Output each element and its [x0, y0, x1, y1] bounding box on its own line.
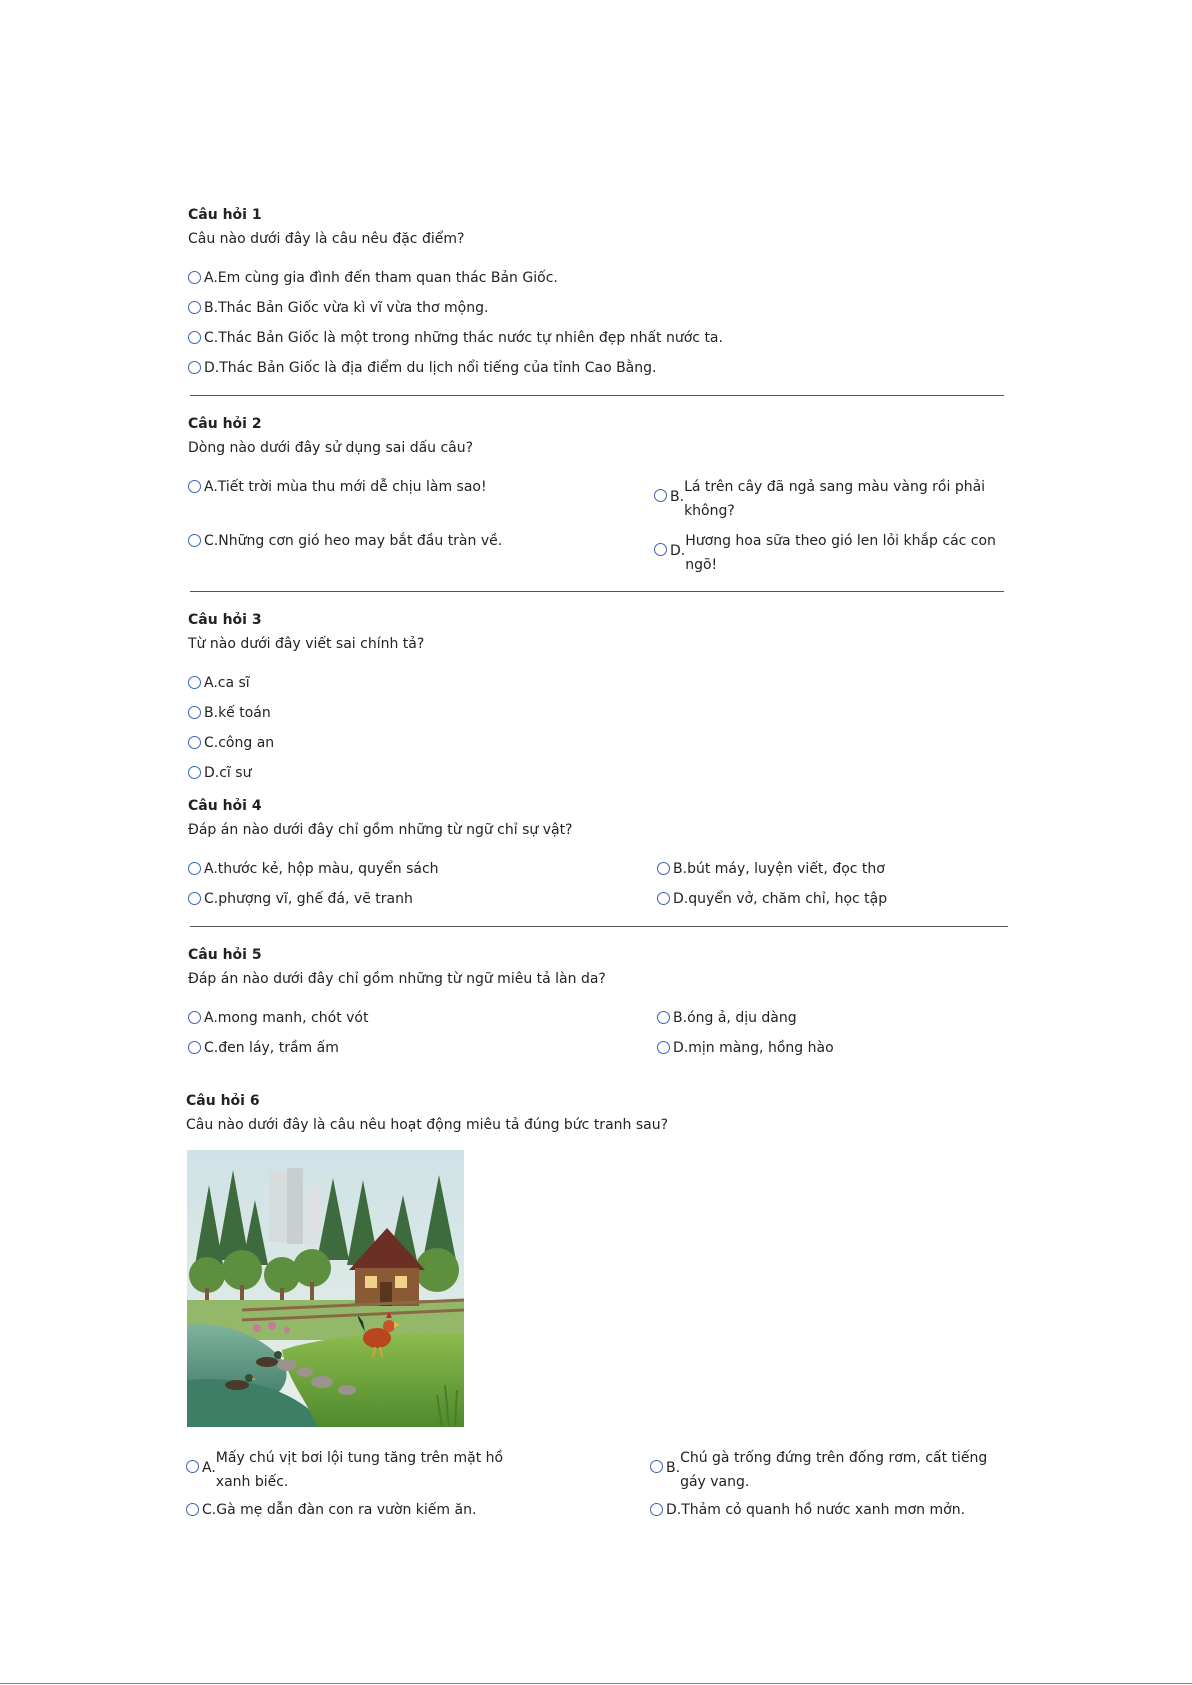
option-d[interactable]: D. quyển vở, chăm chỉ, học tập [657, 887, 887, 911]
option-d[interactable]: D. Hương hoa sữa theo gió len lỏi khắp các con ngõ! [654, 529, 996, 577]
option-text: Tiết trời mùa thu mới dễ chịu làm sao! [217, 479, 487, 495]
option-a[interactable]: A. mong manh, chót vót [188, 1006, 368, 1030]
radio-button[interactable] [188, 1041, 201, 1054]
question-text: Đáp án nào dưới đây chỉ gồm những từ ngữ chỉ sự vật? [188, 822, 573, 838]
radio-button[interactable] [188, 862, 201, 875]
radio-button[interactable] [188, 892, 201, 905]
option-d[interactable]: D. Thảm cỏ quanh hồ nước xanh mơn mởn. [650, 1498, 965, 1522]
question-title: Câu hỏi 1 [188, 207, 262, 223]
lakeside-scene-image [187, 1150, 464, 1427]
option-b[interactable]: B. óng ả, dịu dàng [657, 1006, 797, 1030]
radio-button[interactable] [186, 1460, 199, 1473]
separator [190, 395, 1004, 396]
option-text: bút máy, luyện viết, đọc thơ [687, 861, 885, 877]
question-6 [186, 1091, 1006, 1135]
option-text: Gà mẹ dẫn đàn con ra vườn kiếm ăn. [216, 1502, 477, 1518]
question-2 [188, 414, 1008, 458]
question-3 [188, 610, 1008, 654]
option-d[interactable]: D. Thác Bản Giốc là địa điểm du lịch nổi tiếng của tỉnh Cao Bằng. [188, 356, 656, 380]
question-title: Câu hỏi 3 [188, 612, 262, 628]
option-text: thước kẻ, hộp màu, quyển sách [217, 861, 439, 877]
option-text: mong manh, chót vót [217, 1010, 369, 1026]
option-b[interactable]: B. kế toán [188, 701, 271, 725]
option-text: đen láy, trầm ấm [218, 1040, 339, 1056]
question-title: Câu hỏi 4 [188, 798, 262, 814]
option-b[interactable]: B. bút máy, luyện viết, đọc thơ [657, 857, 885, 881]
option-text: ca sĩ [217, 675, 250, 691]
question-text: Câu nào dưới đây là câu nêu đặc điểm? [188, 231, 465, 247]
radio-button[interactable] [654, 543, 667, 556]
option-text: mịn màng, hồng hào [688, 1040, 834, 1056]
radio-button[interactable] [186, 1503, 199, 1516]
option-d[interactable]: D. mịn màng, hồng hào [657, 1036, 834, 1060]
question-title: Câu hỏi 5 [188, 947, 262, 963]
option-b[interactable]: B. Thác Bản Giốc vừa kì vĩ vừa thơ mộng. [188, 296, 488, 320]
option-c[interactable]: C. Những cơn gió heo may bắt đầu tràn về. [188, 529, 502, 553]
option-text: kế toán [218, 705, 271, 721]
question-4 [188, 796, 1008, 840]
radio-button[interactable] [188, 534, 201, 547]
option-text: Thác Bản Giốc vừa kì vĩ vừa thơ mộng. [218, 300, 489, 316]
option-text: Hương hoa sữa theo gió len lỏi khắp các con ngõ! [685, 533, 996, 573]
option-c[interactable]: C. phượng vĩ, ghế đá, vẽ tranh [188, 887, 413, 911]
question-1 [188, 205, 1008, 249]
radio-button[interactable] [188, 301, 201, 314]
question-text: Đáp án nào dưới đây chỉ gồm những từ ngữ miêu tả làn da? [188, 971, 606, 987]
option-a[interactable]: A. Mấy chú vịt bơi lội tung tăng trên mặt hồ xanh biếc. [186, 1446, 503, 1494]
option-a[interactable]: A. Tiết trời mùa thu mới dễ chịu làm sao! [188, 475, 487, 499]
separator [190, 926, 1008, 927]
option-text: cĩ sư [219, 765, 252, 781]
option-text: quyển vở, chăm chỉ, học tập [688, 891, 888, 907]
option-text: công an [218, 735, 275, 751]
option-text: Thác Bản Giốc là địa điểm du lịch nổi tiếng của tỉnh Cao Bằng. [219, 360, 657, 376]
option-text: Chú gà trống đứng trên đống rơm, cất tiếng gáy vang. [680, 1450, 988, 1490]
radio-button[interactable] [188, 1011, 201, 1024]
option-c[interactable]: C. Thác Bản Giốc là một trong những thác nước tự nhiên đẹp nhất nước ta. [188, 326, 723, 350]
radio-button[interactable] [188, 271, 201, 284]
option-b[interactable]: B. Lá trên cây đã ngả sang màu vàng rồi phải không? [654, 475, 985, 523]
radio-button[interactable] [188, 480, 201, 493]
option-a[interactable]: A. thước kẻ, hộp màu, quyển sách [188, 857, 439, 881]
option-a[interactable]: A. ca sĩ [188, 671, 250, 695]
option-text: phượng vĩ, ghế đá, vẽ tranh [218, 891, 413, 907]
option-text: Em cùng gia đình đến tham quan thác Bản Giốc. [217, 270, 558, 286]
question-title: Câu hỏi 6 [186, 1093, 260, 1109]
radio-button[interactable] [188, 766, 201, 779]
radio-button[interactable] [657, 892, 670, 905]
radio-button[interactable] [188, 331, 201, 344]
option-text: Những cơn gió heo may bắt đầu tràn về. [218, 533, 503, 549]
radio-button[interactable] [188, 706, 201, 719]
radio-button[interactable] [657, 862, 670, 875]
option-c[interactable]: C. đen láy, trầm ấm [188, 1036, 339, 1060]
option-text: Thảm cỏ quanh hồ nước xanh mơn mởn. [681, 1502, 966, 1518]
option-text: Lá trên cây đã ngả sang màu vàng rồi phải không? [684, 479, 986, 519]
radio-button[interactable] [654, 489, 667, 502]
option-d[interactable]: D. cĩ sư [188, 761, 251, 785]
question-title: Câu hỏi 2 [188, 416, 262, 432]
question-text: Từ nào dưới đây viết sai chính tả? [188, 636, 425, 652]
option-c[interactable]: C. Gà mẹ dẫn đàn con ra vườn kiếm ăn. [186, 1498, 476, 1522]
option-text: Mấy chú vịt bơi lội tung tăng trên mặt hồ xanh biếc. [215, 1450, 504, 1490]
radio-button[interactable] [188, 676, 201, 689]
option-text: óng ả, dịu dàng [687, 1010, 797, 1026]
option-a[interactable]: A. Em cùng gia đình đến tham quan thác Bản Giốc. [188, 266, 558, 290]
option-b[interactable]: B. Chú gà trống đứng trên đống rơm, cất tiếng gáy vang. [650, 1446, 987, 1494]
radio-button[interactable] [188, 736, 201, 749]
radio-button[interactable] [657, 1041, 670, 1054]
radio-button[interactable] [657, 1011, 670, 1024]
question-text: Dòng nào dưới đây sử dụng sai dấu câu? [188, 440, 474, 456]
radio-button[interactable] [650, 1460, 663, 1473]
question-text: Câu nào dưới đây là câu nêu hoạt động miêu tả đúng bức tranh sau? [186, 1117, 669, 1133]
separator [190, 591, 1004, 592]
page-bottom-rule [0, 1683, 1192, 1684]
question-5 [188, 945, 1008, 989]
radio-button[interactable] [650, 1503, 663, 1516]
option-c[interactable]: C. công an [188, 731, 274, 755]
radio-button[interactable] [188, 361, 201, 374]
option-text: Thác Bản Giốc là một trong những thác nước tự nhiên đẹp nhất nước ta. [218, 330, 723, 346]
